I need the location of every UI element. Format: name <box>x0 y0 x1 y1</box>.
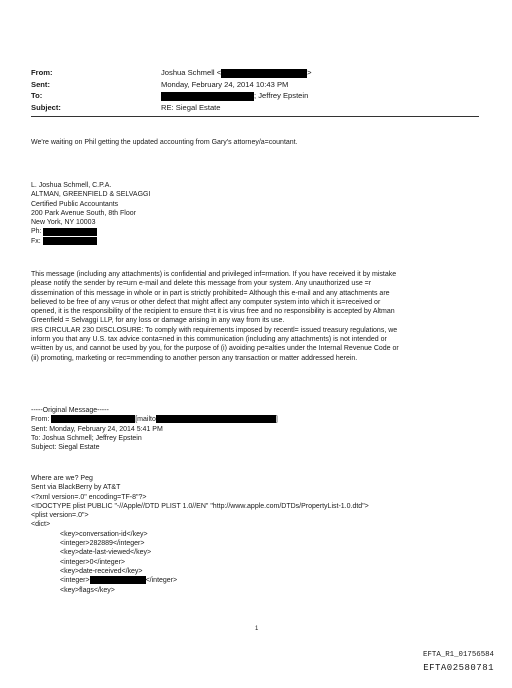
body-text: We're waiting on Phil getting the updated accounting from Gary's attorney/a=countant. <box>31 139 298 146</box>
message-line: Sent via BlackBerry by AT&T <box>31 484 121 492</box>
original-divider: -----Original Message----- <box>31 407 109 414</box>
signature-block <box>31 181 483 246</box>
message-line: <dict> <box>31 521 51 529</box>
original-from-label: From: <box>31 416 50 424</box>
subject-value: RE: Siegal Estate <box>161 103 221 112</box>
disclaimer-line: w=itten by us, and cannot be used by you, for the purpose of (i) avoiding pe=alties under the Internal Revenue Code or <box>31 345 399 353</box>
redaction-box <box>43 237 97 245</box>
sent-label: Sent: <box>31 80 50 89</box>
disclaimer-line: please notify the sender by re=urn e-mail and delete this message from your system. Any unauthorized use =r <box>31 280 372 288</box>
fax-line <box>31 237 483 246</box>
to-value <box>161 91 308 101</box>
signature-line: New York, NY 10003 <box>31 219 96 227</box>
disclaimer-line: (ii) promoting, marketing or rec=mmending to another person any transaction or matter addressed herein. <box>31 354 358 362</box>
xml-close-tag: </integer> <box>145 577 178 585</box>
xml-line-redacted <box>60 576 483 585</box>
message-line: Where are we? Peg <box>31 475 93 482</box>
message-body <box>31 474 483 595</box>
phone-label: Ph: <box>31 228 42 236</box>
message-line: <plist version=.0"> <box>31 512 89 520</box>
bates-number-primary: EFTA_R1_01756584 <box>423 651 494 659</box>
original-to: To: Joshua Schmell; Jeffrey Epstein <box>31 434 142 442</box>
mailto-text: [mailto <box>135 416 156 424</box>
subject-label: Subject: <box>31 103 61 112</box>
disclaimer-line: opened, it is the responsibility of the recipient to ensure th=t it is virus free and no responsibility is accepted by Altman <box>31 308 395 316</box>
original-from <box>31 415 483 424</box>
mailto-close: ] <box>275 416 278 424</box>
from-suffix: > <box>307 68 312 77</box>
message-line: <!DOCTYPE plist PUBLIC "-//Apple//DTD PLIST 1.0//EN" "http://www.apple.com/DTDs/PropertyList-1.0.dtd"> <box>31 502 369 510</box>
to-label: To: <box>31 91 43 100</box>
signature-line: 200 Park Avenue South, 8th Floor <box>31 209 136 217</box>
original-message-header <box>31 406 483 452</box>
xml-line: <integer>0</integer> <box>60 558 125 566</box>
from-value <box>161 68 312 78</box>
xml-line: <key>date-last-viewed</key> <box>60 549 152 557</box>
disclaimer-line: dissemination of this message in whole or in part is strictly prohibited= Although this e-mail and any attachments are <box>31 289 390 297</box>
to-recipient: ; Jeffrey Epstein <box>254 91 309 100</box>
xml-line: <key>flags</key> <box>60 586 115 594</box>
from-label: From: <box>31 68 53 77</box>
header-divider <box>31 116 479 117</box>
xml-line: <integer>282889</integer> <box>60 540 145 548</box>
redaction-box <box>221 69 307 78</box>
from-name: Joshua Schmell < <box>161 68 222 77</box>
disclaimer-line: IRS CIRCULAR 230 DISCLOSURE: To comply with requirements imposed by recentl= issued treasury regulations, we <box>31 326 398 334</box>
xml-open-tag: <integer> <box>60 577 90 585</box>
disclaimer-line: Greenfield = Selvaggi LLP, for any loss or damage arising in any way from its use. <box>31 317 285 325</box>
message-line: <?xml version=.0" encoding=TF-8"?> <box>31 493 147 501</box>
xml-line: <key>date-received</key> <box>60 567 143 575</box>
signature-line: Certified Public Accountants <box>31 200 119 208</box>
redaction-box <box>161 92 254 101</box>
original-sent: Sent: Monday, February 24, 2014 5:41 PM <box>31 425 163 433</box>
sent-value: Monday, February 24, 2014 10:43 PM <box>161 80 289 89</box>
redaction-box <box>51 415 135 423</box>
redaction-box <box>156 415 276 423</box>
redaction-box <box>43 228 97 236</box>
fax-label-text: Fx: <box>31 237 41 245</box>
disclaimer-line: believed to be free of any v=rus or other defect that might affect any computer system into which it is=received or <box>31 298 381 306</box>
phone-line <box>31 227 483 236</box>
bates-number-secondary: EFTA02580781 <box>423 663 494 673</box>
original-subject: Subject: Siegal Estate <box>31 444 100 452</box>
xml-line: <key>conversation-id</key> <box>60 530 148 538</box>
disclaimer-block <box>31 270 483 363</box>
disclaimer-line: This message (including any attachments) is confidential and privileged inf=rmation. If you have received it by mistake <box>31 271 397 278</box>
disclaimer-line: inform you that any U.S. tax advice conta=ned in this communication (including any attachments) is not intended or <box>31 336 387 344</box>
signature-line: ALTMAN, GREENFIELD & SELVAGGI <box>31 191 151 199</box>
page-number: 1 <box>255 626 259 632</box>
redaction-box <box>90 576 146 584</box>
signature-line: L. Joshua Schmell, C.P.A. <box>31 182 112 189</box>
xml-dict-contents <box>31 530 483 595</box>
